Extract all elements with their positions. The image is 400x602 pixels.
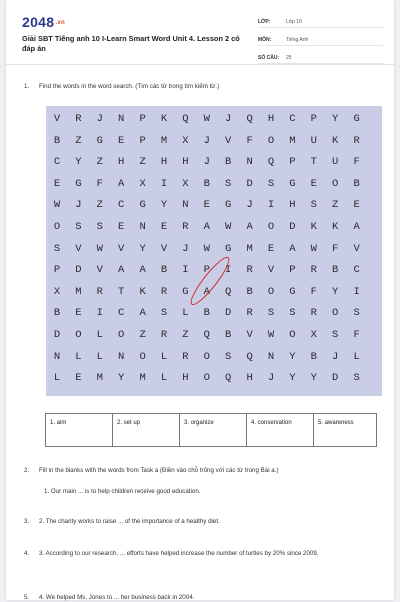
grid-letter: F xyxy=(96,177,103,190)
grid-letter: X xyxy=(182,177,189,190)
grid-letter: V xyxy=(53,113,61,125)
grid-letter: U xyxy=(332,156,339,169)
grid-letter: X xyxy=(310,329,317,341)
grid-letter: L xyxy=(53,372,61,385)
grid-letter: M xyxy=(246,242,253,255)
grid-letter: W xyxy=(53,199,61,212)
grid-letter: L xyxy=(75,350,82,363)
grid-letter: M xyxy=(96,372,103,385)
grid-letter: B xyxy=(225,156,232,169)
grid-letter: C xyxy=(353,264,360,277)
word-item: 4. conservation xyxy=(247,414,314,447)
document-meta xyxy=(258,14,383,68)
grid-letter: B xyxy=(310,350,317,363)
grid-letter: Q xyxy=(182,113,189,125)
grid-letter: Y xyxy=(332,113,339,125)
grid-letter: Q xyxy=(225,285,232,298)
grid-letter: W xyxy=(267,329,275,341)
grid-letter: B xyxy=(203,307,210,320)
grid-letter: O xyxy=(203,350,210,363)
grid-letter: M xyxy=(75,285,82,298)
grid-letter: V xyxy=(225,134,232,147)
grid-letter: Q xyxy=(246,113,253,125)
grid-letter: C xyxy=(118,307,125,320)
grid-letter: R xyxy=(160,285,168,298)
grid-letter: V xyxy=(75,242,82,255)
document-title: Giải SBT Tiếng anh 10 I-Learn Smart Word Unit 4. Lesson 2 có đáp án xyxy=(22,34,240,53)
grid-letter: S xyxy=(160,307,168,320)
grid-letter: L xyxy=(160,350,168,363)
grid-letter: O xyxy=(332,177,339,190)
grid-letter: J xyxy=(225,113,232,125)
grid-letter: E xyxy=(118,221,125,233)
grid-letter: W xyxy=(203,113,210,125)
grid-letter: X xyxy=(139,177,146,190)
grid-letter: L xyxy=(96,350,103,363)
grid-letter: T xyxy=(118,285,125,298)
grid-letter: B xyxy=(225,329,232,341)
grid-letter: B xyxy=(53,134,61,147)
grid-letter: O xyxy=(118,329,125,341)
grid-letter: A xyxy=(118,264,125,277)
grid-letter: K xyxy=(310,221,317,233)
grid-letter: L xyxy=(160,372,168,385)
grid-letter: N xyxy=(118,350,125,363)
grid-letter: H xyxy=(118,156,125,169)
grid-letter: N xyxy=(246,156,253,169)
grid-letter: N xyxy=(139,221,146,233)
grid-letter: A xyxy=(139,264,146,277)
grid-letter: L xyxy=(182,307,189,320)
grid-letter: A xyxy=(246,221,253,233)
grid-letter: H xyxy=(246,372,253,385)
grid-letter: E xyxy=(267,242,275,255)
word-item: 2. set up xyxy=(113,414,180,447)
grid-letter: K xyxy=(160,113,168,125)
grid-letter: R xyxy=(160,329,168,341)
grid-letter: J xyxy=(203,134,210,147)
grid-letter: L xyxy=(96,329,103,341)
grid-letter: R xyxy=(310,264,317,277)
grid-letter: E xyxy=(118,134,125,147)
grid-letter: S xyxy=(225,177,232,190)
grid-letter: P xyxy=(53,264,61,277)
grid-letter: R xyxy=(246,264,253,277)
grid-letter: S xyxy=(310,199,317,212)
grid-letter: Y xyxy=(289,350,296,363)
grid-letter: Z xyxy=(96,199,103,212)
grid-letter: H xyxy=(267,113,275,125)
grid-letter: Q xyxy=(267,156,275,169)
word-list-table xyxy=(45,413,377,447)
grid-letter: O xyxy=(53,221,61,233)
grid-letter: S xyxy=(267,177,275,190)
grid-letter: Y xyxy=(289,372,296,385)
question-4: 4. 3. According to our research, ... efforts have helped increase the number of turtles by 20% since 2009. xyxy=(24,550,319,557)
grid-letter: W xyxy=(203,242,210,255)
grid-letter: J xyxy=(246,199,253,212)
grid-letter: Y xyxy=(310,372,317,385)
grid-letter: V xyxy=(96,264,103,277)
grid-letter: Z xyxy=(139,329,146,341)
grid-letter: U xyxy=(310,134,317,147)
grid-letter: E xyxy=(160,221,168,233)
grid-letter: X xyxy=(53,285,61,298)
grid-letter: Z xyxy=(139,156,146,169)
grid-letter: S xyxy=(75,221,82,233)
grid-letter: X xyxy=(182,134,189,147)
grid-letter: Q xyxy=(246,350,253,363)
grid-letter: H xyxy=(289,199,296,212)
grid-letter: O xyxy=(139,350,146,363)
grid-letter: V xyxy=(267,264,275,277)
grid-letter: G xyxy=(182,285,189,298)
grid-letter: H xyxy=(182,372,189,385)
document-header xyxy=(6,0,394,65)
grid-letter: I xyxy=(96,307,103,320)
grid-letter: B xyxy=(160,264,168,277)
grid-letter: R xyxy=(182,350,189,363)
grid-letter: V xyxy=(353,242,360,255)
grid-letter: C xyxy=(53,156,61,169)
grid-letter: R xyxy=(310,307,317,320)
grid-letter: B xyxy=(332,264,339,277)
grid-letter: D xyxy=(289,221,296,233)
grid-letter: G xyxy=(225,199,232,212)
grid-letter: S xyxy=(96,221,103,233)
grid-letter: F xyxy=(353,156,360,169)
grid-letter: P xyxy=(139,134,146,147)
grid-letter: Y xyxy=(75,156,82,169)
grid-letter: M xyxy=(289,134,296,147)
grid-letter: S xyxy=(225,350,232,363)
grid-letter: V xyxy=(160,242,168,255)
meta-grade: LỚP: Lớp 10 xyxy=(258,14,383,28)
grid-letter: S xyxy=(289,307,296,320)
grid-letter: G xyxy=(289,177,296,190)
grid-letter: Z xyxy=(75,134,82,147)
grid-letter: E xyxy=(353,199,360,212)
grid-letter: Y xyxy=(118,372,125,385)
grid-letter: E xyxy=(310,177,317,190)
grid-letter: A xyxy=(203,221,210,233)
grid-letter: K xyxy=(332,134,339,147)
grid-letter: G xyxy=(75,177,82,190)
grid-letter: O xyxy=(267,134,275,147)
grid-letter: J xyxy=(203,156,210,169)
grid-letter: Q xyxy=(203,329,210,341)
word-item: 3. organize xyxy=(180,414,247,447)
grid-letter: P xyxy=(289,156,296,169)
grid-letter: E xyxy=(75,307,82,320)
grid-letter: D xyxy=(75,264,82,277)
grid-letter: K xyxy=(139,285,146,298)
grid-letter: I xyxy=(225,264,232,277)
grid-letter: Z xyxy=(96,156,103,169)
grid-letter: S xyxy=(353,372,360,385)
grid-letter: O xyxy=(203,372,210,385)
meta-question-count: SỐ CÂU: 25 xyxy=(258,50,383,64)
grid-letter: P xyxy=(289,264,296,277)
grid-letter: P xyxy=(310,113,317,125)
grid-letter: B xyxy=(353,177,360,190)
site-logo[interactable]: 2048.vn xyxy=(22,14,65,30)
grid-letter: I xyxy=(353,285,360,298)
word-item: 1. aim xyxy=(46,414,113,447)
grid-letter: G xyxy=(353,113,360,125)
grid-letter: I xyxy=(267,199,275,212)
grid-letter: D xyxy=(332,372,339,385)
grid-letter: T xyxy=(310,156,317,169)
grid-letter: Y xyxy=(160,199,168,212)
grid-letter: A xyxy=(289,242,296,255)
grid-letter: J xyxy=(267,372,275,385)
grid-letter: H xyxy=(182,156,189,169)
word-item: 5. awareness xyxy=(314,414,377,447)
grid-letter: L xyxy=(353,350,360,363)
grid-letter: Y xyxy=(139,242,146,255)
grid-letter: F xyxy=(310,285,317,298)
grid-letter: F xyxy=(246,134,253,147)
grid-letter: R xyxy=(182,221,189,233)
grid-letter: A xyxy=(139,307,146,320)
grid-letter: A xyxy=(353,221,360,233)
grid-letter: P xyxy=(203,264,210,277)
grid-letter: R xyxy=(96,285,103,298)
grid-letter: O xyxy=(332,307,339,320)
grid-letter: G xyxy=(96,134,103,147)
grid-letter: K xyxy=(332,221,339,233)
grid-letter: D xyxy=(53,329,61,341)
grid-letter: O xyxy=(75,329,82,341)
grid-letter: A xyxy=(203,285,210,298)
grid-letter: M xyxy=(160,134,168,147)
grid-letter: B xyxy=(246,285,253,298)
grid-letter: Z xyxy=(182,329,189,341)
grid-letter: I xyxy=(160,177,168,190)
grid-letter: H xyxy=(160,156,168,169)
grid-letter: N xyxy=(267,350,275,363)
grid-letter: J xyxy=(96,113,103,125)
meta-subject: MÔN: Tiếng Anh xyxy=(258,32,383,46)
document-page: 2048.vn Giải SBT Tiếng anh 10 I-Learn Smart Word Unit 4. Lesson 2 có đáp án LỚP: Lớp 10 MÔN: Tiếng Anh SỐ CÂU: 25 1. Find the words in the word search. (Tìm các từ trong tìm kiếm từ.) V R J N P K Q W J Q H C P Y G B Z G E P M X J V F O M U K R C Y Z H Z H H J B N Q P T U F E G F A X I X B S D S G E O B W J Z C G Y N E G J I H S Z E O S S E N E R A W A O D K K A S V W V Y V J W G M E A W F V P D V A A B I P I R V P R B C X M R T K R G A Q B O G F Y I B E I C A S L B D R S S R O S D O L O Z R Z Q B V W O X S F N L L N O L R O S Q N Y B J L L E M Y M L H O Q H J Y Y D S 1. aim 2. set up 3. organize 4. conservation 5. awareness 2. Fill in the blanks with the words from Task a (Điền vào chỗ trống với các từ trong Bài a.) 1. Our main ... is to help children receive good education. 3. 2. The charity works to raise ... of the importance of a healthy diet. 4. 3. According to our research, ... efforts have helped increase the number of turtles by 20% since 2009. 5. 4. We helped Ms. Jones to ... her business back in 2004. xyxy=(6,0,394,600)
grid-letter: I xyxy=(182,264,189,277)
grid-letter: J xyxy=(75,199,82,212)
grid-letter: Y xyxy=(332,285,339,298)
grid-letter: G xyxy=(139,199,146,212)
grid-letter: J xyxy=(182,242,189,255)
grid-letter: O xyxy=(289,329,296,341)
grid-letter: Q xyxy=(225,372,232,385)
grid-letter: S xyxy=(53,242,61,255)
word-search-grid xyxy=(46,106,382,396)
grid-letter: Z xyxy=(332,199,339,212)
grid-letter: N xyxy=(182,199,189,212)
question-2-sentence: 1. Our main ... is to help children receive good education. xyxy=(44,488,201,495)
grid-letter: F xyxy=(332,242,339,255)
grid-letter: R xyxy=(246,307,253,320)
grid-letter: S xyxy=(332,329,339,341)
grid-letter: O xyxy=(267,285,275,298)
grid-letter: P xyxy=(139,113,146,125)
grid-letter: C xyxy=(289,113,296,125)
grid-letter: F xyxy=(353,329,360,341)
grid-letter: V xyxy=(246,329,253,341)
grid-letter: M xyxy=(139,372,146,385)
grid-letter: W xyxy=(96,242,103,255)
grid-letter: A xyxy=(118,177,125,190)
grid-letter: G xyxy=(225,242,232,255)
grid-letter: B xyxy=(53,307,61,320)
grid-letter: O xyxy=(267,221,275,233)
grid-letter: G xyxy=(289,285,296,298)
grid-letter: S xyxy=(267,307,275,320)
grid-letter: E xyxy=(53,177,61,190)
grid-letter: D xyxy=(225,307,232,320)
grid-letter: E xyxy=(75,372,82,385)
grid-letter: D xyxy=(246,177,253,190)
grid-letter: W xyxy=(310,242,317,255)
grid-letter: N xyxy=(53,350,61,363)
grid-letter: J xyxy=(332,350,339,363)
grid-letter: E xyxy=(203,199,210,212)
grid-letter: R xyxy=(75,113,82,125)
grid-letter: R xyxy=(353,134,360,147)
grid-letter: B xyxy=(203,177,210,190)
grid-letter: N xyxy=(118,113,125,125)
grid-letter: W xyxy=(225,221,232,233)
grid-letter: V xyxy=(118,242,125,255)
grid-letter: C xyxy=(118,199,125,212)
grid-letter: S xyxy=(353,307,360,320)
